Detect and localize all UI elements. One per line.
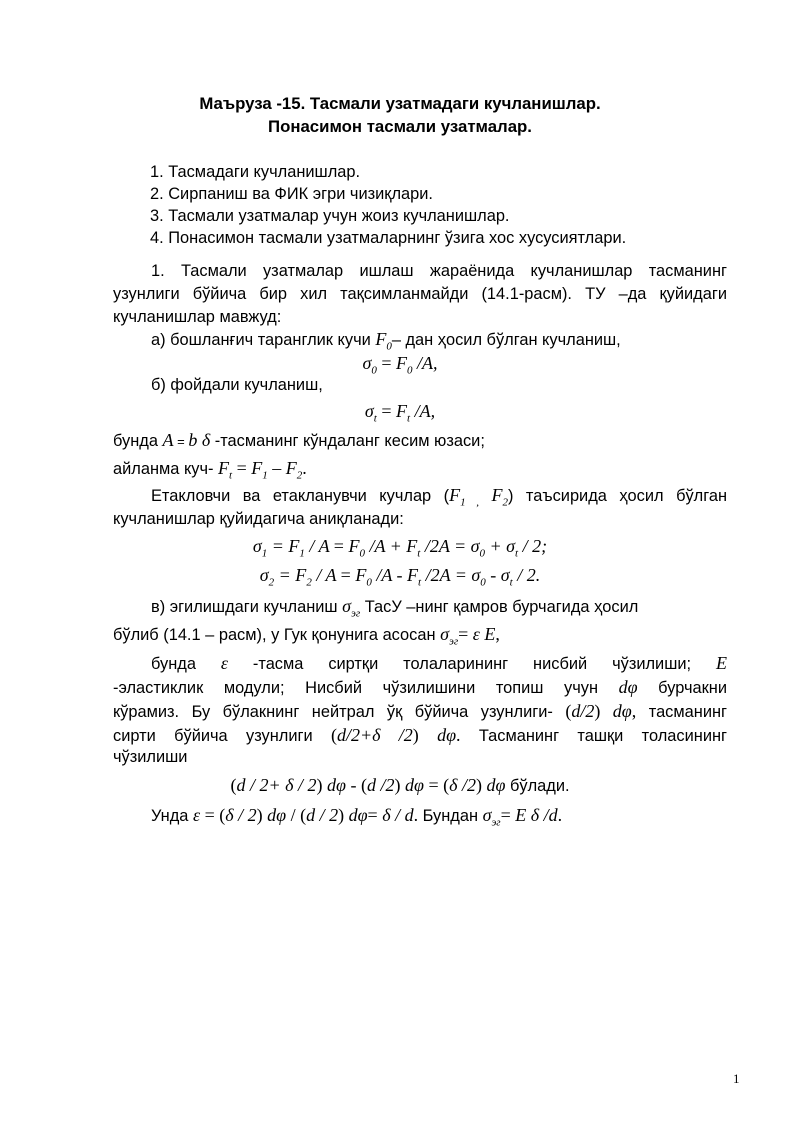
outline-item: 4. Понасимон тасмали узатмаларнинг ўзига хос хусусиятлари. (150, 229, 627, 247)
paragraph-line-v: в) эгилишдаги кучланиш $\sigma_{эг}$ ТасУ –нинг қамров бурчагида ҳосил (151, 596, 639, 620)
paragraph-line: кўрамиз. Бу бўлакнинг нейтрал ўқ бўйича узунлиги- (d/2) dφ, тасманинг (113, 701, 728, 721)
page-subtitle: Понасимон тасмали узатмалар. (268, 117, 532, 136)
page-title: Маъруза -15. Тасмали узатмадаги кучланишлар. (199, 94, 601, 113)
paragraph-line: айланма куч- $F_t = F_1 - F_2$. (113, 458, 307, 482)
equation: $\sigma_1 = F_1 / A = F_0$ $/A + F_t$ $/2A = \sigma_0 + \sigma_t / 2$; (252, 536, 548, 560)
paragraph-line: сирти бўйича узунлиги (d/2+δ /2) dφ. Тасманинг ташқи толасининг (113, 725, 728, 745)
paragraph-line: Етакловчи ва етакланувчи кучлар ($F_{1 ,}$ $F_2$) таъсирида ҳосил бўлган (151, 485, 728, 509)
paragraph-line-b: б) фойдали кучланиш, (151, 376, 323, 394)
equation: (d / 2+ δ / 2) dφ - (d /2) dφ = (δ /2) dφ бўлади. (230, 775, 570, 795)
outline-item: 1. Тасмадаги кучланишлар. (150, 163, 361, 181)
paragraph-line: -эластиклик модули; Нисбий чўзилишини топиш учун dφ бурчакни (113, 677, 727, 697)
paragraph-line: Унда ε = (δ / 2) dφ / (d / 2) dφ= δ / d. Бундан $\sigma_{эг}= E$ δ /d. (151, 805, 563, 829)
page-number: 1 (733, 1071, 740, 1086)
paragraph-line: кучланишлар мавжуд: (113, 308, 282, 326)
paragraph-line: бунда ε -тасма сиртқи толаларининг нисбий чўзилиши; E (151, 653, 727, 673)
paragraph-line: 1. Тасмали узатмалар ишлаш жараёнида кучланишлар тасманинг (151, 262, 727, 280)
equation: $\sigma_2 = F_2 / A = F_0$ $/A - F_t$ $/2A = \sigma_0 - \sigma_t / 2$. (259, 565, 541, 589)
paragraph-line: узунлиги бўйича бир хил тақсимланмайди (14.1-расм). ТУ –да қуйидаги (113, 285, 727, 303)
outline-item: 2. Сирпаниш ва ФИК эгри чизиқлари. (150, 185, 433, 203)
paragraph-line: чўзилиши (113, 748, 188, 766)
paragraph-line-a: а) бошланғич таранглик кучи $F_0-$ дан ҳосил бўлган кучланиш, (151, 329, 621, 353)
outline-item: 3. Тасмали узатмалар учун жоиз кучланишлар. (150, 207, 510, 225)
equation: $\sigma_t = F_t$ /A, (364, 401, 436, 425)
paragraph-line: бўлиб (14.1 – расм), у Гук қонунига асосан $\sigma_{эг}= \varepsilon$ E, (113, 624, 500, 648)
paragraph-line: кучланишлар қуйидагича аниқланади: (113, 510, 404, 528)
equation: $\sigma_0 = F_0$ /A, (362, 353, 438, 377)
paragraph-line: бунда A = b δ -тасманинг кўндаланг кесим юзаси; (113, 430, 485, 450)
